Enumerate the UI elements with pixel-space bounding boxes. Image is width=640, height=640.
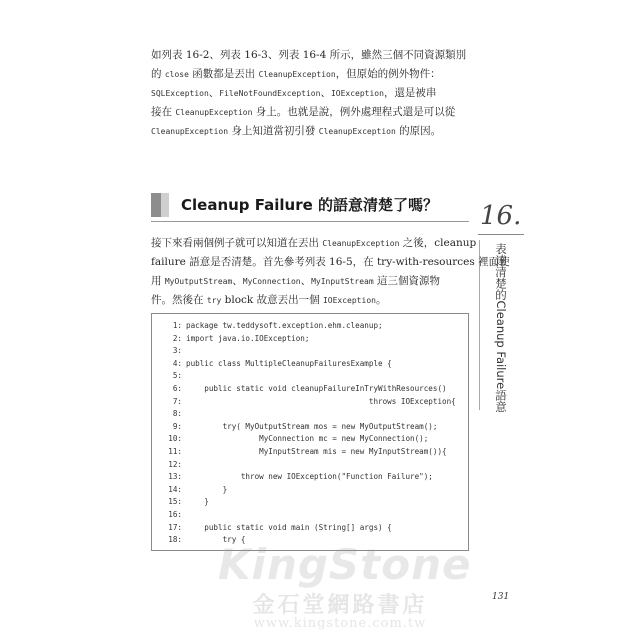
line-text: package tw.teddysoft.exception.ehm.cleanup;: [186, 321, 383, 330]
code-run: FileNotFoundException: [219, 89, 321, 98]
section-divider: [151, 221, 469, 222]
text-run: 函數都是丟出: [188, 68, 259, 80]
line-text: [182, 345, 186, 358]
code-line: [162, 421, 462, 434]
code-run: CleanupException: [318, 127, 396, 136]
line-text: [182, 459, 186, 472]
watermark-brand: KingStone: [218, 540, 472, 589]
line-text: public class MultipleCleanupFailuresExample {: [186, 358, 392, 368]
line-number: 13:: [168, 472, 182, 482]
line-text: public static void main (String[] args) {: [186, 522, 392, 532]
line-text: [182, 370, 186, 383]
text-run: 身上。也就是說，例外處理程式還是可以從: [252, 106, 456, 118]
text-run: 、: [320, 87, 331, 99]
code-run: MyConnection: [242, 277, 301, 286]
text-run: block 故意丟出一個: [221, 294, 323, 306]
text-run: 接下來看兩個例子就可以知道在丟出: [151, 237, 323, 249]
text-run: failure 語意是否清楚。首先參考列表 16-5，在 try-with-resources 裡面使: [151, 256, 510, 268]
text-run: 身上知道當初引發: [228, 125, 319, 137]
code-line: [162, 408, 462, 421]
watermark-name: 金石堂網路書店: [252, 592, 428, 618]
text-run: 之後，cleanup: [399, 237, 477, 249]
text-run: 。: [375, 294, 387, 306]
line-number: 14:: [168, 484, 182, 494]
code-line: [162, 433, 462, 446]
line-number: 1:: [172, 321, 182, 330]
page-number: 131: [492, 592, 510, 602]
code-run: IOException: [322, 296, 376, 305]
line-text: try {: [186, 535, 246, 545]
section-marker-shade: [161, 193, 169, 217]
text-run: 如列表 16-2、列表 16-3、列表 16-4 所示，雖然三個不同資源類別: [151, 49, 467, 61]
line-number: 9:: [172, 421, 182, 431]
text-run: 、: [232, 275, 243, 287]
code-lines: [162, 320, 462, 547]
line-text: }: [186, 497, 209, 507]
code-line: [162, 484, 462, 497]
code-listing: [151, 313, 469, 551]
code-run: CleanupException: [258, 70, 336, 79]
code-run: CleanupException: [175, 108, 253, 117]
code-line: [162, 496, 462, 509]
intro-paragraph: [151, 46, 469, 141]
text-run: 、: [208, 87, 220, 99]
body-paragraph: [151, 234, 510, 310]
line-number: 12:: [168, 459, 182, 469]
chapter-divider: [478, 234, 524, 235]
line-text: public static void cleanupFailureInTryWithResources(): [186, 383, 447, 393]
text-line: [151, 272, 469, 291]
chapter-title: 表達清楚的Cleanup Failure語意: [494, 243, 508, 413]
text-run: 的: [151, 68, 165, 80]
text-line: [151, 65, 469, 84]
watermark-url: www.kingstone.com.tw: [253, 616, 427, 631]
code-line: [162, 522, 462, 535]
line-text: MyInputStream mis = new MyInputStream()){: [186, 446, 447, 456]
line-text: }: [186, 484, 228, 494]
code-run: MyInputStream: [311, 277, 374, 286]
line-number: 3:: [172, 346, 182, 356]
line-text: throw new IOException("Function Failure");: [186, 472, 433, 482]
line-number: 17:: [168, 522, 182, 532]
text-line: [151, 253, 510, 272]
line-number: 10:: [168, 434, 182, 444]
line-number: 11:: [168, 446, 182, 456]
code-line: [162, 471, 462, 484]
line-number: 5:: [172, 371, 182, 381]
text-run: 件。然後在: [151, 294, 207, 306]
code-line: [162, 370, 462, 383]
code-line: [162, 320, 462, 333]
code-run: close: [164, 70, 189, 79]
line-number: 16:: [168, 509, 182, 519]
line-text: [182, 509, 186, 522]
line-text: MyConnection mc = new MyConnection();: [186, 434, 429, 444]
text-run: 接在: [151, 106, 176, 118]
text-run: ，還是被串: [383, 87, 437, 99]
line-number: 6:: [172, 383, 182, 393]
text-line: [151, 234, 477, 253]
line-number: 15:: [168, 497, 182, 507]
line-text: [182, 408, 186, 421]
text-run: 這三個資源物: [373, 275, 441, 287]
line-number: 7:: [172, 396, 182, 406]
code-line: [162, 358, 462, 371]
text-run: ，但原始的例外物件：: [335, 68, 441, 80]
text-line: [151, 46, 469, 65]
text-run: 用: [151, 275, 165, 287]
code-line: [162, 446, 462, 459]
text-line: [151, 103, 469, 122]
code-line: [162, 459, 462, 472]
code-run: CleanupException: [151, 127, 229, 136]
code-line: [162, 333, 462, 346]
text-line: [151, 291, 469, 310]
section-title: Cleanup Failure 的語意清楚了嗎？: [181, 196, 439, 214]
code-run: MyOutputStream: [164, 277, 233, 286]
line-number: 4:: [172, 358, 182, 368]
line-number: 18:: [168, 535, 182, 545]
line-number: 2:: [172, 333, 182, 343]
text-run: 、: [300, 275, 312, 287]
code-run: try: [206, 296, 222, 305]
section-marker: [151, 193, 161, 217]
text-run: 的原因。: [395, 125, 442, 137]
code-run: SQLException: [151, 89, 209, 98]
line-text: try( MyOutputStream mos = new MyOutputStream();: [186, 421, 438, 431]
code-run: CleanupException: [322, 239, 400, 248]
line-number: 8:: [172, 409, 182, 419]
chapter-number: 16.: [480, 201, 522, 231]
text-line: [151, 122, 469, 141]
code-line: [162, 509, 462, 522]
line-text: import java.io.IOException;: [186, 333, 310, 343]
code-line: [162, 396, 462, 409]
line-text: throws IOException{: [186, 396, 456, 406]
text-line: [151, 84, 469, 103]
code-line: [162, 345, 462, 358]
code-run: IOException: [330, 89, 384, 98]
code-line: [162, 383, 462, 396]
